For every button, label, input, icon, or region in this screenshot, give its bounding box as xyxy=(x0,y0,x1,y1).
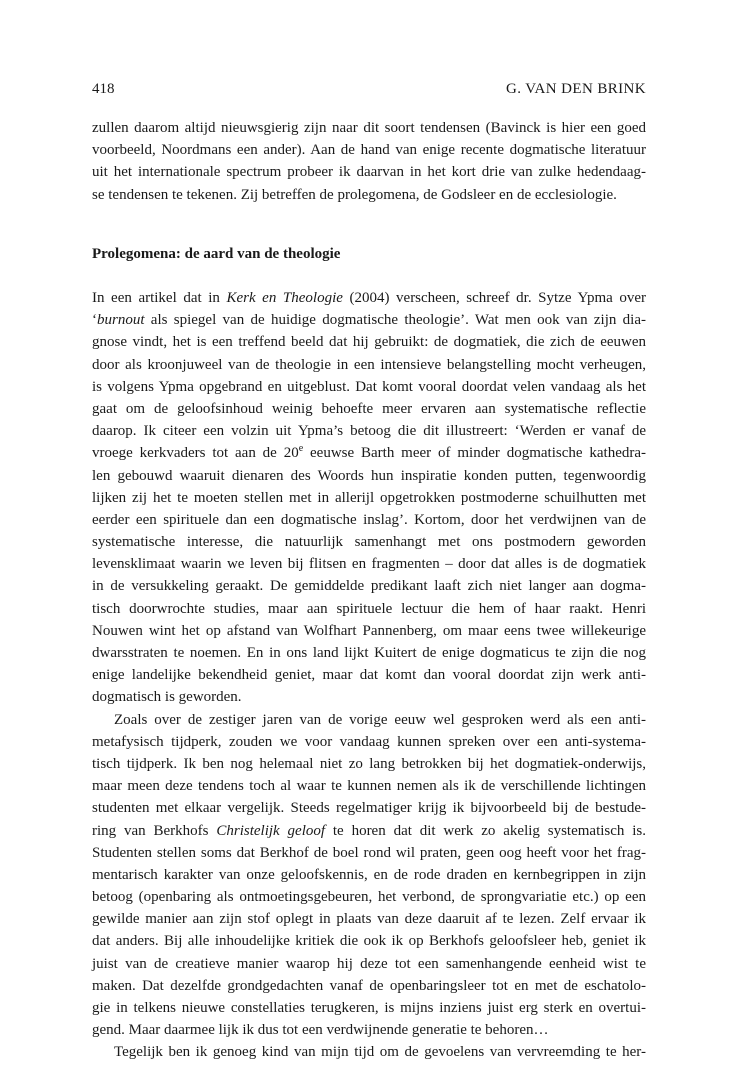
text-line: mentarisch karakter van onze geloofskennis, en de rode draden en kernbegrippen in zijn xyxy=(92,866,646,883)
book-title: Christelijk geloof xyxy=(216,822,326,839)
text-line: dat anders. Bij alle inhoudelijke kritiek die ook ik op Berkhofs geloofsleer heb, geniet ik xyxy=(92,933,646,950)
text-line: systematische interesse, die natuurlijk samenhangt met ons postmodern geworden xyxy=(92,534,646,551)
text-line: ring van Berkhofs Christelijk geloof te horen dat dit werk zo akelig systematisch is. xyxy=(92,822,647,839)
text-line: Tegelijk ben ik genoeg kind van mijn tijd om de gevoelens van vervreemding te her- xyxy=(114,1044,646,1061)
text-line: voorbeeld, Noordmans een ander). Aan de hand van enige recente dogmatische literatuur xyxy=(92,142,646,159)
text-line: In een artikel dat in Kerk en Theologie (2004) verscheen, schreef dr. Sytze Ypma over xyxy=(92,290,646,306)
text-line: dogmatisch is geworden. xyxy=(92,689,242,706)
text-line: Zoals over de zestiger jaren van de vorige eeuw wel gesproken werd als een anti- xyxy=(114,711,646,728)
text-line: tisch doorwrochte studies, maar aan spirituele lectuur die hem of haar raakt. Henri xyxy=(92,600,646,617)
text-line: maken. Dat dezelfde grondgedachten vanaf de openbaringsleer tot en met de eschatolo- xyxy=(92,977,646,994)
superscript: e xyxy=(298,443,304,455)
text-line: zullen daarom altijd nieuwsgierig zijn naar dit soort tendensen (Bavinck is hier een goed xyxy=(92,120,646,136)
text-line: vroege kerkvaders tot aan de 20e eeuwse Barth meer of minder dogmatische kathedra- xyxy=(92,443,647,462)
text-line: gnose vindt, het is een treffend beeld dat hij gebruikt: de dogmatiek, die zich de eeuwen xyxy=(92,334,646,351)
text-line: is volgens Ypma opgebrand en uitgeblust. Dat komt vooral doordat velen vandaag als het xyxy=(92,378,646,395)
page-number: 418 xyxy=(92,81,115,97)
text-line: dwarsstraten te noemen. En in ons land lijkt Kuitert de enige dogmaticus te zijn die nog xyxy=(92,645,646,661)
text-line: betoog (openbaring als ontmoetingsgebeuren, het verbond, de sprongvariatie etc.) op een xyxy=(92,889,646,906)
journal-title: Kerk en Theologie xyxy=(226,290,343,306)
text-line: daarop. Ik citeer een volzin uit Ypma’s betoog die dit illustreert: ‘Werden er vanaf de xyxy=(92,423,646,440)
intro-paragraph xyxy=(92,117,646,206)
text-line: Studenten stellen soms dat Berkhof de boel rond wil praten, geen oog heeft voor het frag- xyxy=(92,844,646,861)
section-heading: Prolegomena: de aard van de theologie xyxy=(92,246,341,262)
text-line: uit het internationale spectrum probeer ik daarvan in het kort drie van zulke hedendaag- xyxy=(92,164,646,181)
text-line: metafysisch tijdperk, zouden we voor vandaag kunnen spreken over een anti-systema- xyxy=(92,733,646,750)
text-line: Nouwen wint het op afstand van Wolfhart Pannenberg, om maar eens twee willekeurige xyxy=(92,622,646,639)
body-text xyxy=(92,287,646,1064)
text-line: door als kroonjuweel van de theologie in een intensieve belangstelling mocht verheugen, xyxy=(92,356,646,373)
text-line: gaat om de geloofsinhoud weinig behoefte meer ervaren aan systematische reflectie xyxy=(92,400,646,417)
emphasis-burnout: burnout xyxy=(97,312,145,329)
text-line: levensklimaat waarin we leven bij flitsen en fragmenten – door dat alles is de dogmatiek xyxy=(92,556,646,573)
text-line: studenten met elkaar vergelijk. Steeds regelmatiger krijg ik bijvoorbeeld bij de bestude- xyxy=(92,800,646,817)
text-line: gend. Maar daarmee lijk ik dus tot een verdwijnende generatie te behoren… xyxy=(92,1022,549,1039)
text-line: tisch tijdperk. Ik ben nog helemaal niet zo lang betrokken bij het dogmatiek-onderwijs, xyxy=(92,755,646,772)
text-line: len gebouwd waaruit dienaren des Woords hun inspiratie konden putten, tegenwoordig xyxy=(92,467,646,484)
text-line: ‘burnout als spiegel van de huidige dogmatische theologie’. Wat men ook van zijn dia- xyxy=(92,312,646,329)
running-title: G. VAN DEN BRINK xyxy=(505,81,646,97)
text-line: se tendensen te tekenen. Zij betreffen de prolegomena, de Godsleer en de ecclesiologie. xyxy=(92,186,617,203)
text-line: lijken zij het te moeten stellen met in allerijl opgetrokken postmoderne schuilhutten met xyxy=(92,489,646,506)
text-line: gewilde manier aan zijn stof oplegt in plaats van deze daaruit af te lezen. Zelf ervaar ik xyxy=(92,911,646,928)
text-line: enige landelijke bekendheid geniet, maar dat komt dan vooral doordat zijn werk anti- xyxy=(92,667,646,684)
text-line: eerder een spirituele dan een dogmatische inslag’. Kortom, door het verdwijnen van de xyxy=(92,511,646,528)
text-line: gie in telkens nieuwe constellaties terugkeren, is mijns inziens juist erg sterk en overtui- xyxy=(92,1000,646,1016)
text-line: in de versukkeling geraakt. De gemiddelde predikant laaft zich niet langer aan dogma- xyxy=(92,578,646,595)
text-line: juist van de creatieve manier waarop hij deze tot een samenhangende eenheid wist te xyxy=(92,955,646,972)
text-line: maar meen deze tendens toch al waar te kunnen nemen als ik de verschillende lichtingen xyxy=(92,778,646,795)
